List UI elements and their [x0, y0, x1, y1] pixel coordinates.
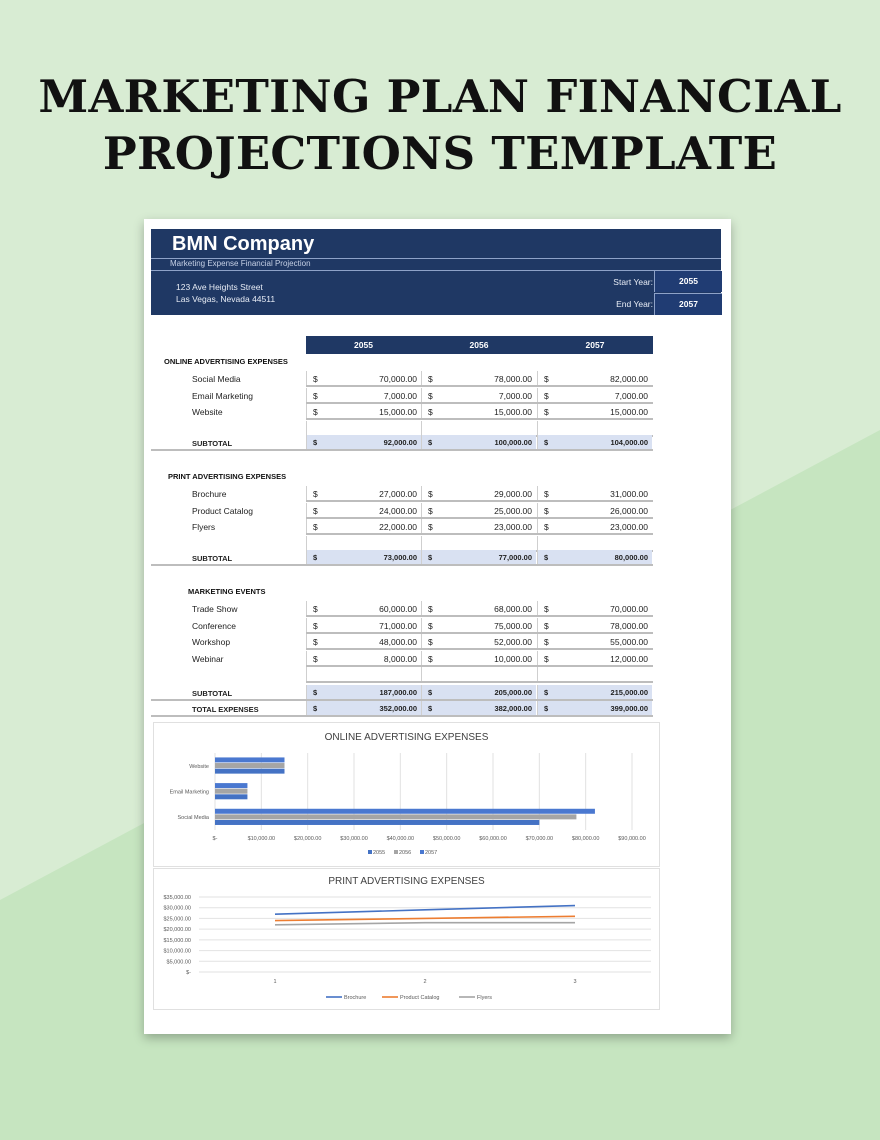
currency-symbol: $ — [428, 704, 433, 713]
amount-cell[interactable] — [306, 618, 421, 632]
amount-cell[interactable] — [537, 601, 652, 615]
amount-value: 22,000.00 — [379, 522, 417, 532]
x-tick-label: $20,000.00 — [293, 836, 322, 842]
total-row — [151, 701, 653, 717]
section-title: MARKETING EVENTS — [188, 587, 266, 596]
x-tick-label: $60,000.00 — [479, 836, 507, 842]
amount-value: 70,000.00 — [379, 374, 417, 384]
y-tick-label: $5,000.00 — [166, 959, 191, 966]
amount-value: 7,000.00 — [383, 390, 417, 401]
amount-value: 205,000.00 — [494, 688, 532, 697]
amount-cell[interactable] — [306, 651, 421, 665]
currency-symbol: $ — [428, 505, 433, 516]
amount-cell[interactable] — [306, 701, 421, 715]
currency-symbol: $ — [313, 637, 318, 647]
amount-cell[interactable] — [537, 404, 652, 418]
subtotal-row — [151, 550, 653, 566]
y-tick-label: $20,000.00 — [163, 927, 191, 934]
currency-symbol: $ — [428, 489, 433, 499]
currency-symbol: $ — [313, 438, 318, 447]
currency-symbol: $ — [544, 489, 549, 499]
amount-cell[interactable] — [421, 435, 536, 449]
currency-symbol: $ — [428, 604, 433, 614]
amount-value: 78,000.00 — [494, 374, 532, 384]
currency-symbol: $ — [544, 653, 549, 664]
amount-value: 29,000.00 — [494, 489, 532, 499]
amount-cell[interactable] — [421, 388, 536, 402]
line-chart-svg — [154, 869, 659, 1009]
amount-value: 15,000.00 — [610, 407, 648, 417]
amount-cell[interactable] — [421, 550, 536, 564]
amount-cell[interactable] — [537, 486, 652, 500]
amount-cell[interactable] — [537, 371, 652, 385]
amount-cell[interactable] — [537, 421, 652, 435]
amount-cell[interactable] — [537, 503, 652, 517]
currency-symbol: $ — [428, 374, 433, 384]
row-label: Conference — [192, 620, 236, 631]
column-header-year: 2056 — [421, 336, 537, 354]
currency-symbol: $ — [428, 390, 433, 401]
currency-symbol: $ — [544, 374, 549, 384]
row-label: SUBTOTAL — [192, 554, 233, 563]
amount-cell[interactable] — [537, 701, 652, 715]
amount-value: 77,000.00 — [498, 553, 532, 562]
bar — [215, 763, 285, 768]
x-tick-label: $50,000.00 — [432, 836, 461, 842]
currency-symbol: $ — [544, 637, 549, 647]
row-label: Website — [192, 407, 223, 417]
x-tick-label: $- — [212, 836, 218, 842]
amount-cell[interactable] — [306, 435, 421, 449]
table-row — [151, 601, 653, 617]
currency-symbol: $ — [313, 407, 318, 417]
amount-cell[interactable] — [421, 371, 536, 385]
x-tick-label: $30,000.00 — [340, 836, 368, 842]
y-tick-label: $- — [186, 970, 191, 976]
amount-value: 104,000.00 — [610, 438, 648, 447]
currency-symbol: $ — [544, 390, 549, 401]
amount-value: 78,000.00 — [610, 620, 648, 631]
amount-cell[interactable] — [306, 601, 421, 615]
table-row — [151, 486, 653, 502]
amount-cell[interactable] — [537, 651, 652, 665]
table-row — [151, 388, 653, 404]
row-label: TOTAL EXPENSES — [192, 705, 259, 714]
bar — [215, 794, 247, 799]
amount-value: 100,000.00 — [494, 438, 532, 447]
bar — [215, 809, 595, 814]
amount-value: 31,000.00 — [610, 489, 648, 499]
amount-value: 80,000.00 — [614, 553, 648, 562]
amount-value: 25,000.00 — [494, 505, 532, 516]
online-advertising-chart — [153, 722, 660, 867]
bar — [215, 757, 285, 762]
subtotal-row — [151, 435, 653, 451]
x-tick-label: $10,000.00 — [247, 836, 276, 842]
amount-cell[interactable] — [421, 667, 536, 681]
amount-cell[interactable] — [537, 667, 652, 681]
x-tick-label: $80,000.00 — [571, 836, 600, 842]
end-year-field[interactable]: 2057 — [654, 293, 722, 315]
amount-value: 55,000.00 — [610, 637, 648, 647]
amount-value: 12,000.00 — [610, 653, 648, 664]
amount-cell[interactable] — [421, 634, 536, 648]
bar-chart-svg — [154, 723, 659, 866]
row-divider — [151, 564, 653, 566]
row-divider — [151, 715, 653, 717]
amount-value: 15,000.00 — [379, 407, 417, 417]
amount-cell[interactable] — [306, 519, 421, 533]
start-year-field[interactable]: 2055 — [654, 271, 722, 292]
amount-cell[interactable] — [537, 435, 652, 449]
chart-title: PRINT ADVERTISING EXPENSES — [328, 876, 485, 887]
amount-cell[interactable] — [306, 404, 421, 418]
section-title: PRINT ADVERTISING EXPENSES — [168, 472, 287, 481]
amount-cell[interactable] — [421, 536, 536, 550]
currency-symbol: $ — [313, 522, 318, 532]
amount-value: 23,000.00 — [610, 522, 648, 532]
legend-label: Flyers — [477, 995, 492, 1001]
currency-symbol: $ — [428, 637, 433, 647]
address-line2: Las Vegas, Nevada 44511 — [176, 294, 276, 304]
section-title: ONLINE ADVERTISING EXPENSES — [164, 357, 288, 366]
table-row — [151, 618, 653, 634]
x-tick-label: $70,000.00 — [525, 836, 554, 842]
currency-symbol: $ — [313, 688, 318, 697]
currency-symbol: $ — [544, 604, 549, 614]
amount-cell[interactable] — [421, 651, 536, 665]
amount-cell[interactable] — [306, 536, 421, 550]
currency-symbol: $ — [313, 553, 318, 562]
amount-value: 75,000.00 — [494, 620, 532, 631]
amount-value: 70,000.00 — [610, 604, 648, 614]
currency-symbol: $ — [544, 505, 549, 516]
amount-cell[interactable] — [537, 634, 652, 648]
currency-symbol: $ — [544, 522, 549, 532]
amount-cell[interactable] — [421, 685, 536, 699]
subtotal-row — [151, 685, 653, 701]
amount-value: 23,000.00 — [494, 522, 532, 532]
spreadsheet-page — [144, 219, 731, 1034]
x-tick-label: 1 — [273, 979, 277, 985]
amount-value: 10,000.00 — [494, 653, 532, 664]
amount-cell[interactable] — [421, 618, 536, 632]
amount-cell[interactable] — [537, 618, 652, 632]
currency-symbol: $ — [313, 374, 318, 384]
page-title-line2: PROJECTIONS TEMPLATE — [102, 127, 778, 180]
row-label: Social Media — [192, 374, 241, 384]
amount-cell[interactable] — [421, 701, 536, 715]
amount-value: 27,000.00 — [379, 489, 417, 499]
y-tick-label: $10,000.00 — [163, 948, 191, 955]
page-title-line1: MARKETING PLAN FINANCIAL — [38, 70, 842, 123]
y-tick-label: $15,000.00 — [163, 937, 191, 944]
legend-label: 2055 — [373, 850, 386, 856]
amount-cell[interactable] — [421, 503, 536, 517]
amount-value: 73,000.00 — [383, 553, 417, 562]
row-label: Email Marketing — [192, 390, 253, 401]
currency-symbol: $ — [313, 620, 318, 631]
amount-cell[interactable] — [421, 404, 536, 418]
table-row — [151, 519, 653, 535]
amount-cell[interactable] — [306, 667, 421, 681]
amount-cell[interactable] — [537, 519, 652, 533]
table-row — [151, 634, 653, 650]
amount-value: 15,000.00 — [494, 407, 532, 417]
amount-cell[interactable] — [306, 634, 421, 648]
currency-symbol: $ — [428, 553, 433, 562]
legend-label: 2057 — [425, 850, 438, 856]
currency-symbol: $ — [313, 704, 318, 713]
currency-symbol: $ — [428, 522, 433, 532]
bar — [215, 783, 247, 788]
row-label: SUBTOTAL — [192, 689, 233, 698]
series-line — [275, 923, 575, 925]
amount-value: 92,000.00 — [383, 438, 417, 447]
currency-symbol: $ — [544, 688, 549, 697]
amount-value: 24,000.00 — [379, 505, 417, 516]
currency-symbol: $ — [313, 653, 318, 664]
row-label: SUBTOTAL — [192, 439, 233, 448]
amount-cell[interactable] — [537, 388, 652, 402]
amount-value: 26,000.00 — [610, 505, 648, 516]
amount-cell[interactable] — [421, 601, 536, 615]
row-label: Trade Show — [192, 604, 238, 614]
currency-symbol: $ — [313, 604, 318, 614]
row-label: Flyers — [192, 522, 216, 532]
start-year-label: Start Year: — [613, 277, 653, 287]
x-tick-label: 2 — [423, 979, 427, 985]
amount-value: 187,000.00 — [379, 688, 417, 697]
currency-symbol: $ — [544, 407, 549, 417]
amount-cell[interactable] — [306, 550, 421, 564]
amount-cell[interactable] — [421, 486, 536, 500]
amount-cell[interactable] — [421, 519, 536, 533]
currency-symbol: $ — [544, 704, 549, 713]
company-header — [151, 229, 721, 315]
legend-label: Product Catalog — [400, 995, 440, 1001]
currency-symbol: $ — [544, 553, 549, 562]
row-label: Workshop — [192, 637, 231, 647]
y-tick-label: $25,000.00 — [163, 916, 191, 923]
column-header-year: 2055 — [306, 336, 421, 354]
currency-symbol: $ — [544, 620, 549, 631]
category-label: Email Marketing — [169, 789, 209, 796]
bar — [215, 820, 539, 825]
currency-symbol: $ — [313, 489, 318, 499]
table-row — [151, 404, 653, 420]
legend-label: 2056 — [399, 850, 412, 856]
amount-value: 71,000.00 — [379, 620, 417, 631]
currency-symbol: $ — [428, 653, 433, 664]
currency-symbol: $ — [428, 407, 433, 417]
table-row — [151, 503, 653, 519]
amount-value: 68,000.00 — [494, 604, 532, 614]
legend-label: Brochure — [344, 995, 367, 1001]
row-label: Product Catalog — [192, 505, 253, 516]
currency-symbol: $ — [428, 438, 433, 447]
row-divider — [306, 681, 653, 683]
amount-value: 7,000.00 — [498, 390, 532, 401]
amount-value: 215,000.00 — [610, 688, 648, 697]
row-label: Webinar — [192, 653, 224, 664]
amount-value: 399,000.00 — [610, 704, 648, 713]
amount-cell[interactable] — [421, 421, 536, 435]
amount-cell[interactable] — [306, 421, 421, 435]
legend-swatch — [368, 850, 372, 854]
amount-cell[interactable] — [537, 550, 652, 564]
x-tick-label: $40,000.00 — [386, 836, 415, 842]
table-row — [151, 651, 653, 667]
header-divider — [151, 270, 721, 271]
x-tick-label: $90,000.00 — [618, 836, 646, 842]
currency-symbol: $ — [313, 390, 318, 401]
column-header-year: 2057 — [537, 336, 653, 354]
bar — [215, 789, 247, 794]
amount-cell[interactable] — [537, 685, 652, 699]
company-name: BMN Company — [172, 233, 315, 255]
row-divider — [151, 449, 653, 451]
table-row-blank — [151, 667, 653, 683]
legend-swatch — [420, 850, 424, 854]
bar — [215, 769, 285, 774]
amount-cell[interactable] — [306, 371, 421, 385]
amount-value: 60,000.00 — [379, 604, 417, 614]
currency-symbol: $ — [313, 505, 318, 516]
bar — [215, 814, 576, 819]
currency-symbol: $ — [544, 438, 549, 447]
amount-cell[interactable] — [306, 388, 421, 402]
header-subtitle: Marketing Expense Financial Projection — [170, 259, 311, 268]
amount-cell[interactable] — [306, 685, 421, 699]
table-row — [151, 371, 653, 387]
chart-title: ONLINE ADVERTISING EXPENSES — [324, 732, 489, 743]
y-tick-label: $35,000.00 — [163, 895, 191, 901]
category-label: Website — [189, 763, 209, 770]
print-advertising-chart — [153, 868, 660, 1010]
amount-value: 382,000.00 — [494, 704, 532, 713]
currency-symbol: $ — [428, 620, 433, 631]
x-tick-label: 3 — [573, 979, 577, 985]
amount-value: 7,000.00 — [614, 390, 648, 401]
currency-symbol: $ — [428, 688, 433, 697]
amount-value: 8,000.00 — [383, 653, 417, 664]
category-label: Social Media — [177, 815, 209, 822]
y-tick-label: $30,000.00 — [163, 905, 191, 912]
amount-value: 82,000.00 — [610, 374, 648, 384]
series-line — [275, 906, 575, 915]
amount-cell[interactable] — [537, 536, 652, 550]
legend-swatch — [394, 850, 398, 854]
amount-value: 48,000.00 — [379, 637, 417, 647]
amount-value: 352,000.00 — [379, 704, 417, 713]
row-label: Brochure — [192, 489, 227, 499]
amount-value: 52,000.00 — [494, 637, 532, 647]
amount-cell[interactable] — [306, 486, 421, 500]
address-line1: 123 Ave Heights Street — [176, 282, 263, 292]
amount-cell[interactable] — [306, 503, 421, 517]
end-year-label: End Year: — [616, 299, 653, 309]
